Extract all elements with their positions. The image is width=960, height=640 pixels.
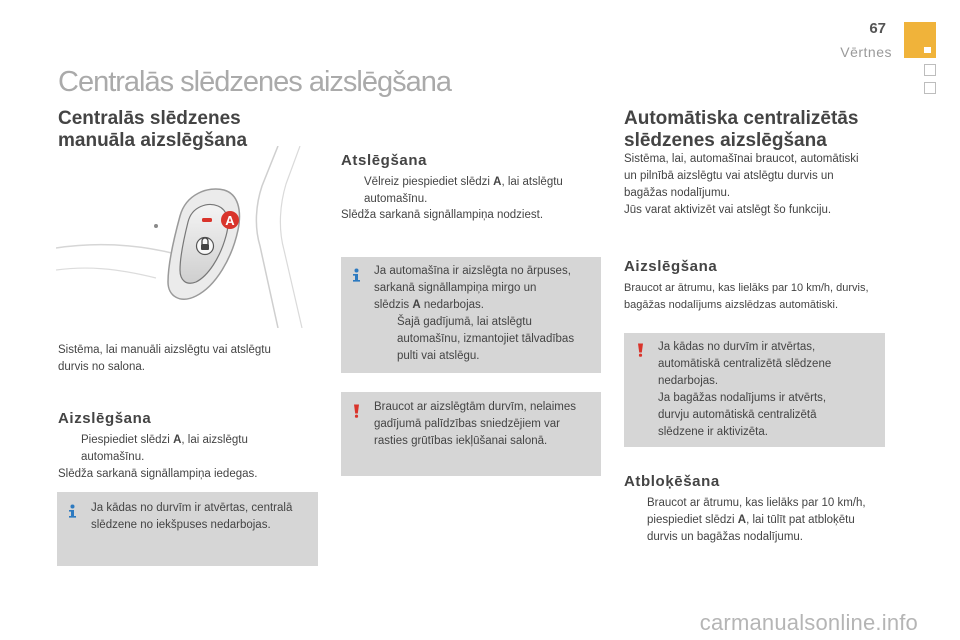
left-intro xyxy=(58,342,271,376)
left-info-box: Ja kādas no durvīm ir atvērtas, centralā slēdzene no iekšpuses nedarbojas. xyxy=(57,492,318,566)
right-atblokesana-heading: Atbloķēšana xyxy=(624,473,720,490)
right-intro: Sistēma, lai, automašīnai braucot, automātiski un pilnībā aizslēgtu vai atslēgtu durvis un bagāžas nodalījumu. Jūs varat aktivizēt vai atslēgt šo funkciju. xyxy=(624,153,859,216)
chapter-tab-box xyxy=(924,64,936,76)
watermark: carmanualsonline.info xyxy=(699,610,918,635)
right-heading-line: slēdzenes aizslēgšana xyxy=(624,130,827,151)
page-number: 67 xyxy=(869,20,886,37)
page-title: Centralās slēdzenes aizslēgšana xyxy=(58,66,451,98)
middle-info-bullet: Šajā gadījumā, lai atslēgtu automašīnu, izmantojiet tālvadības pulti vai atslēgu. xyxy=(397,316,575,362)
left-intro-line: durvis no salona. xyxy=(58,361,145,373)
left-heading-line: Centralās slēdzenes xyxy=(58,108,241,129)
right-heading-line: Automātiska centralizētās xyxy=(624,108,859,129)
left-aizslegsana-after: Slēdža sarkanā signāllampiņa iedegas. xyxy=(58,468,258,480)
warning-icon xyxy=(350,404,363,418)
left-aizslegsana-heading: Aizslēgšana xyxy=(58,410,152,427)
right-warning-box: Ja kādas no durvīm ir atvērtas, automātiskā centralizētā slēdzene nedarbojas. Ja bagāžas nodalījums ir atvērts, durvju automātiskā centralizētā slēdzene ir aktivizēta. xyxy=(624,333,885,447)
middle-atslegsana-heading: Atslēgšana xyxy=(341,152,428,169)
middle-atslegsana-bullet: Vēlreiz piespiediet slēdzi A, lai atslēgtu automašīnu. xyxy=(364,176,563,205)
left-aizslegsana-bullet: Piespiediet slēdzi A, lai aizslēgtu automašīnu. xyxy=(81,434,248,463)
middle-warning-box: Braucot ar aizslēgtām durvīm, nelaimes gadījumā palīdzības sniedzējiem var rasties grūtības iekļūšanai salonā. xyxy=(341,392,601,476)
left-heading-line: manuāla aizslēgšana xyxy=(58,130,248,151)
left-intro-line: Sistēma, lai manuāli aizslēgtu vai atslēgtu xyxy=(58,344,271,356)
chapter-tab-box xyxy=(924,82,936,94)
section-name: Vērtnes xyxy=(840,44,892,60)
info-icon xyxy=(66,504,79,518)
warning-icon xyxy=(634,343,647,357)
right-atblokesana-bullet: Braucot ar ātrumu, kas lielāks par 10 km/h, piespiediet slēdzi A, lai tūlīt pat atbloķētu durvis un bagāžas nodalījumu. xyxy=(647,497,866,543)
right-aizslegsana-heading: Aizslēgšana xyxy=(624,258,718,275)
switch-label: A xyxy=(225,213,235,228)
right-aizslegsana-text: Braucot ar ātrumu, kas lielāks par 10 km/h, durvis, bagāžas nodalījums aizslēdzas automātiski. xyxy=(624,282,869,311)
chapter-tab-marker xyxy=(904,22,936,58)
middle-atslegsana-after: Slēdža sarkanā signāllampiņa nodziest. xyxy=(341,209,544,221)
right-heading xyxy=(624,108,858,152)
lock-switch-illustration xyxy=(56,146,318,328)
info-icon xyxy=(350,268,363,282)
middle-info-box: Ja automašīna ir aizslēgta no ārpuses, sarkanā signāllampiņa mirgo un slēdzis A nedarbojas. Šajā gadījumā, lai atslēgtu automašīnu, izmantojiet tālvadības pulti vai atslēgu. xyxy=(341,257,601,373)
